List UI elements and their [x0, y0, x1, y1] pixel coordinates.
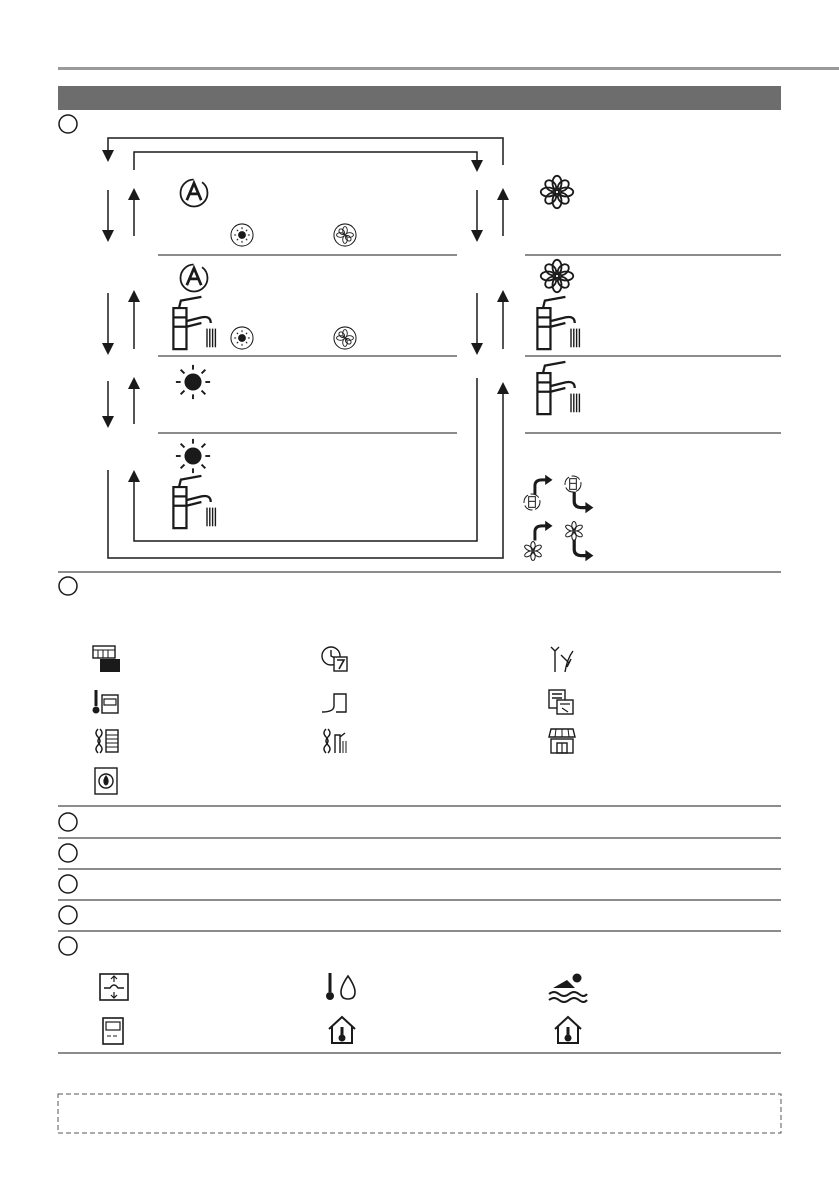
- note-box: [58, 1094, 781, 1133]
- sun-small-icon: [229, 222, 255, 248]
- switch-heat-icon: [522, 520, 556, 564]
- section-5-marker: [59, 875, 77, 893]
- sun-small-icon: [229, 325, 255, 351]
- flow-outer-bottom: [108, 388, 503, 558]
- section-7-marker: [59, 937, 77, 955]
- fan-small-icon: [332, 222, 358, 248]
- heater-icon: [92, 727, 122, 755]
- sun-icon: [174, 363, 212, 401]
- holiday-icon: [547, 645, 577, 673]
- faucet-icon: [530, 360, 584, 416]
- fan-small-icon: [332, 325, 358, 351]
- sun-icon: [174, 437, 212, 475]
- schedule-timer-icon: [92, 645, 122, 673]
- temp-water-icon: [324, 970, 358, 1004]
- switch-cool-icon: [563, 520, 597, 564]
- faucet-icon: [530, 295, 584, 351]
- top-rule: [58, 67, 839, 70]
- auto-icon: [176, 260, 212, 296]
- room-thermostat-icon: [552, 1014, 584, 1046]
- defrost-icon: [98, 972, 132, 1002]
- header-bar: [58, 86, 781, 110]
- room-temp-icon: [326, 1014, 358, 1046]
- weekly-timer-icon: [320, 645, 350, 673]
- curve-icon: [320, 688, 350, 716]
- boiler-icon: [92, 766, 122, 796]
- pool-icon: [547, 970, 589, 1004]
- section-3-marker: [59, 813, 77, 831]
- section-2-marker: [59, 577, 77, 595]
- flow-inner-top: [134, 152, 477, 170]
- switch-cool-heat-icon: [563, 474, 597, 514]
- section-4-marker: [59, 844, 77, 862]
- snowflake-icon: [539, 258, 575, 294]
- snowflake-icon: [539, 174, 575, 210]
- section-1-marker: [59, 115, 77, 133]
- faucet-icon: [166, 295, 220, 351]
- faucet-icon: [166, 474, 220, 530]
- switch-heat-cool-icon: [522, 474, 556, 514]
- solar-icon: [547, 727, 577, 755]
- auto-icon: [176, 175, 212, 211]
- section-6-marker: [59, 906, 77, 924]
- heater-tank-icon: [320, 727, 350, 755]
- remote-icon: [547, 688, 577, 716]
- room-sensor-icon: [100, 1016, 128, 1046]
- thermostat-icon: [92, 688, 122, 716]
